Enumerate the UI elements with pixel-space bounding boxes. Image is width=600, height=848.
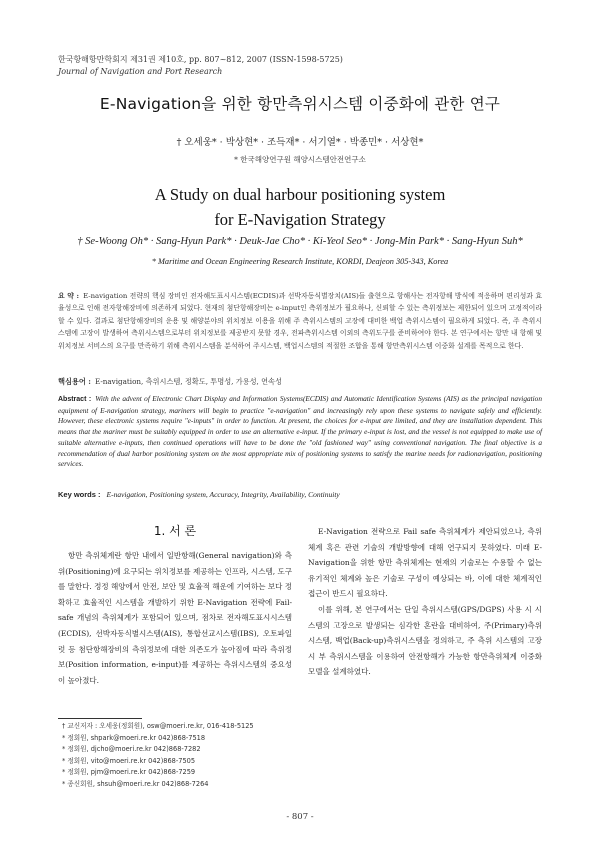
body-column-right — [308, 524, 542, 680]
footnote-author-6: * 종신회원, shsuh@moeri.re.kr 042)868-7264 — [62, 779, 209, 788]
keywords-korean — [58, 377, 542, 387]
footnote-author-3: * 정회원, djcho@moeri.re.kr 042)868-7282 — [62, 745, 201, 753]
keywords-korean-text: E-navigation, 측위시스템, 정확도, 투명성, 가용성, 연속성 — [94, 377, 282, 386]
footnote-divider — [58, 718, 142, 719]
footnote-author-2: * 정회원, shpark@moeri.re.kr 042)868-7518 — [62, 733, 206, 742]
title-english-line1: A Study on dual harbour positioning system — [154, 185, 446, 204]
footnote-corresponding-author: † 교신저자 : 오세웅(정회원), osw@moeri.re.kr, 016-418-5125 — [62, 722, 254, 730]
authors-korean: † 오세웅* · 박상현* · 조득재* · 서기열* · 박종민* · 서상현* — [176, 137, 424, 148]
keywords-english-label: Key words : — [58, 490, 101, 499]
abstract-korean-text: E-navigation 전략의 핵심 장비인 전자해도표시시스템(ECDIS)과 선박자동식별장치(AIS)들 출현으로 항해사는 전자항해 방식에 적응하며 편리성과 효율성으로 인해 전자항해장비에 의존하게 되었다. 현재의 첨단항해장비는 e-input인 측위정보가 필요하나, 신뢰할 수 있는 측위정보는 제한되어 있으며 고정적이라 할 수 있다. 결과로 첨단항해장비의 운용 및 해양분야의 위치정보 이용을 위해 주 측위시스템의 고장에 대비한 백업 측위시스템이 필요하게 되었다. 즉, 주 측위시스템에 고장이 발생하여 측위시스템으로부터 위치정보를 제공받지 못할 경우, 전파측위시스템 이외의 측위도구를 준비하여야 한다. 본 연구에서는 항만 내 항해 및 위치정보 서비스의 요구를 만족하기 위해 측위시스템을 분석하여 주시스템, 백업시스템의 적절한 조합을 통해 항만측위시스템 이중화 설계를 목적으로 한다. — [58, 292, 542, 350]
abstract-english-text: With the advent of Electronic Chart Display and Information Systems(ECDIS) and Automatic Identification Systems (AIS) as the principal navigation equipment of E-navigation strategy, mariners will begin to practice "e-navigation" and increasingly rely upon these systems to navigate safely and efficiently. However, these electronic systems require "e-inputs" in order to function. At present, the choices for e-input are limited, and they are installation dependent. This means that the mariner must be suitably equipped in order to use an alternative e-input. If the primary e-input is lost, and the vessel is not equipped to make use of suitable alternative e-inputs, then continued operations will have to be done the "old fashioned way" using conventional navigation. The final objective is a recommendation of dual harbor positioning system on the most appropriate mix of positioning systems to satisfy the marine needs for radionavigation, positioning services. — [58, 394, 542, 469]
abstract-english-label: Abstract : — [58, 396, 92, 403]
keywords-korean-label: 핵심용어 : — [58, 377, 91, 386]
abstract-korean-label: 요 약 : — [58, 292, 80, 300]
keywords-english-text: E-navigation, Positioning system, Accuracy, Integrity, Availability, Continuity — [106, 490, 340, 499]
abstract-korean — [58, 290, 542, 352]
intro-paragraph-3: 이를 위해, 본 연구에서는 단일 측위시스템(GPS/DGPS) 사용 시 시스템의 고장으로 발생되는 심각한 혼란을 대비하여, 주(Primary)측위시스템, 백업(Back-up)측위시스템을 정의하고, 주 측위 시스템의 고장 시 부 측위시스템을 이용하여 안전항해가 가능한 항만측위체계 이중화 모델을 설계하였다. — [308, 604, 542, 677]
title-korean: E-Navigation을 위한 항만측위시스템 이중화에 관한 연구 — [99, 95, 501, 113]
authors-english: † Se-Woong Oh* · Sang-Hyun Park* · Deuk-Jae Cho* · Ki-Yeol Seo* · Jong-Min Park* · Sang-Hyun Suh* — [77, 236, 523, 247]
journal-issue-line: 한국항해항만학회지 제31권 제10호, pp. 807~812, 2007 (ISSN-1598-5725) — [58, 55, 343, 64]
affiliation-english: * Maritime and Ocean Engineering Research Institute, KORDI, Deajeon 305-343, Korea — [151, 257, 449, 266]
intro-paragraph-2: E-Navigation 전략으로 Fail safe 측위체계가 제안되었으나, 측위체계 혹은 관련 기술의 개발방향에 대해 연구되지 못하였다. 미래 E-Navigation을 위한 항만 측위체계는 현재의 기술로는 수용할 수 없는 유기적인 체계와 높은 기술로 구성이 예상되는 바, 이에 대한 체계적인 접근이 반드시 필요하다. — [308, 527, 542, 599]
footnote-author-4: * 정회원, vito@moeri.re.kr 042)868-7505 — [62, 756, 196, 765]
title-english-line2: for E-Navigation Strategy — [214, 210, 386, 229]
page-number: - 807 - — [286, 812, 314, 822]
affiliation-korean: * 한국해양연구원 해양시스템안전연구소 — [234, 155, 366, 164]
section-heading-introduction: 1. 서 론 — [153, 524, 197, 538]
journal-header — [58, 54, 343, 78]
footnotes — [62, 721, 292, 790]
keywords-english — [58, 490, 542, 499]
intro-paragraph-1: 항만 측위체계란 항만 내에서 일반항해(General navigation)와 측위(Positioning)에 요구되는 위치정보를 제공하는 인프라, 시스템, 도구를 말한다. 정정 해양에서 안전, 보안 및 효율적 해운에 기여하는 보다 정확하고 효율적인 시스템을 개발하기 위한 E-Navigation 전략에 Fail-safe 개념의 측위체계가 포함되어 있으며, 점차로 전자해도표시시스템(ECDIS), 선박자동식별시스템(AIS), 통합선교시스템(IBS), 오토파일럿 등 첨단항해장비의 측위정보에 대한 의존도가 높아짐에 따라 측위정보(Position information, e-input)를 제공하는 측위시스템의 중요성이 높아졌다. — [58, 551, 292, 685]
journal-name-en: Journal of Navigation and Port Research — [58, 67, 223, 76]
abstract-english — [58, 394, 542, 470]
footnote-author-5: * 정회원, pjm@moeri.re.kr 042)868-7259 — [62, 768, 196, 776]
title-english — [0, 182, 600, 232]
